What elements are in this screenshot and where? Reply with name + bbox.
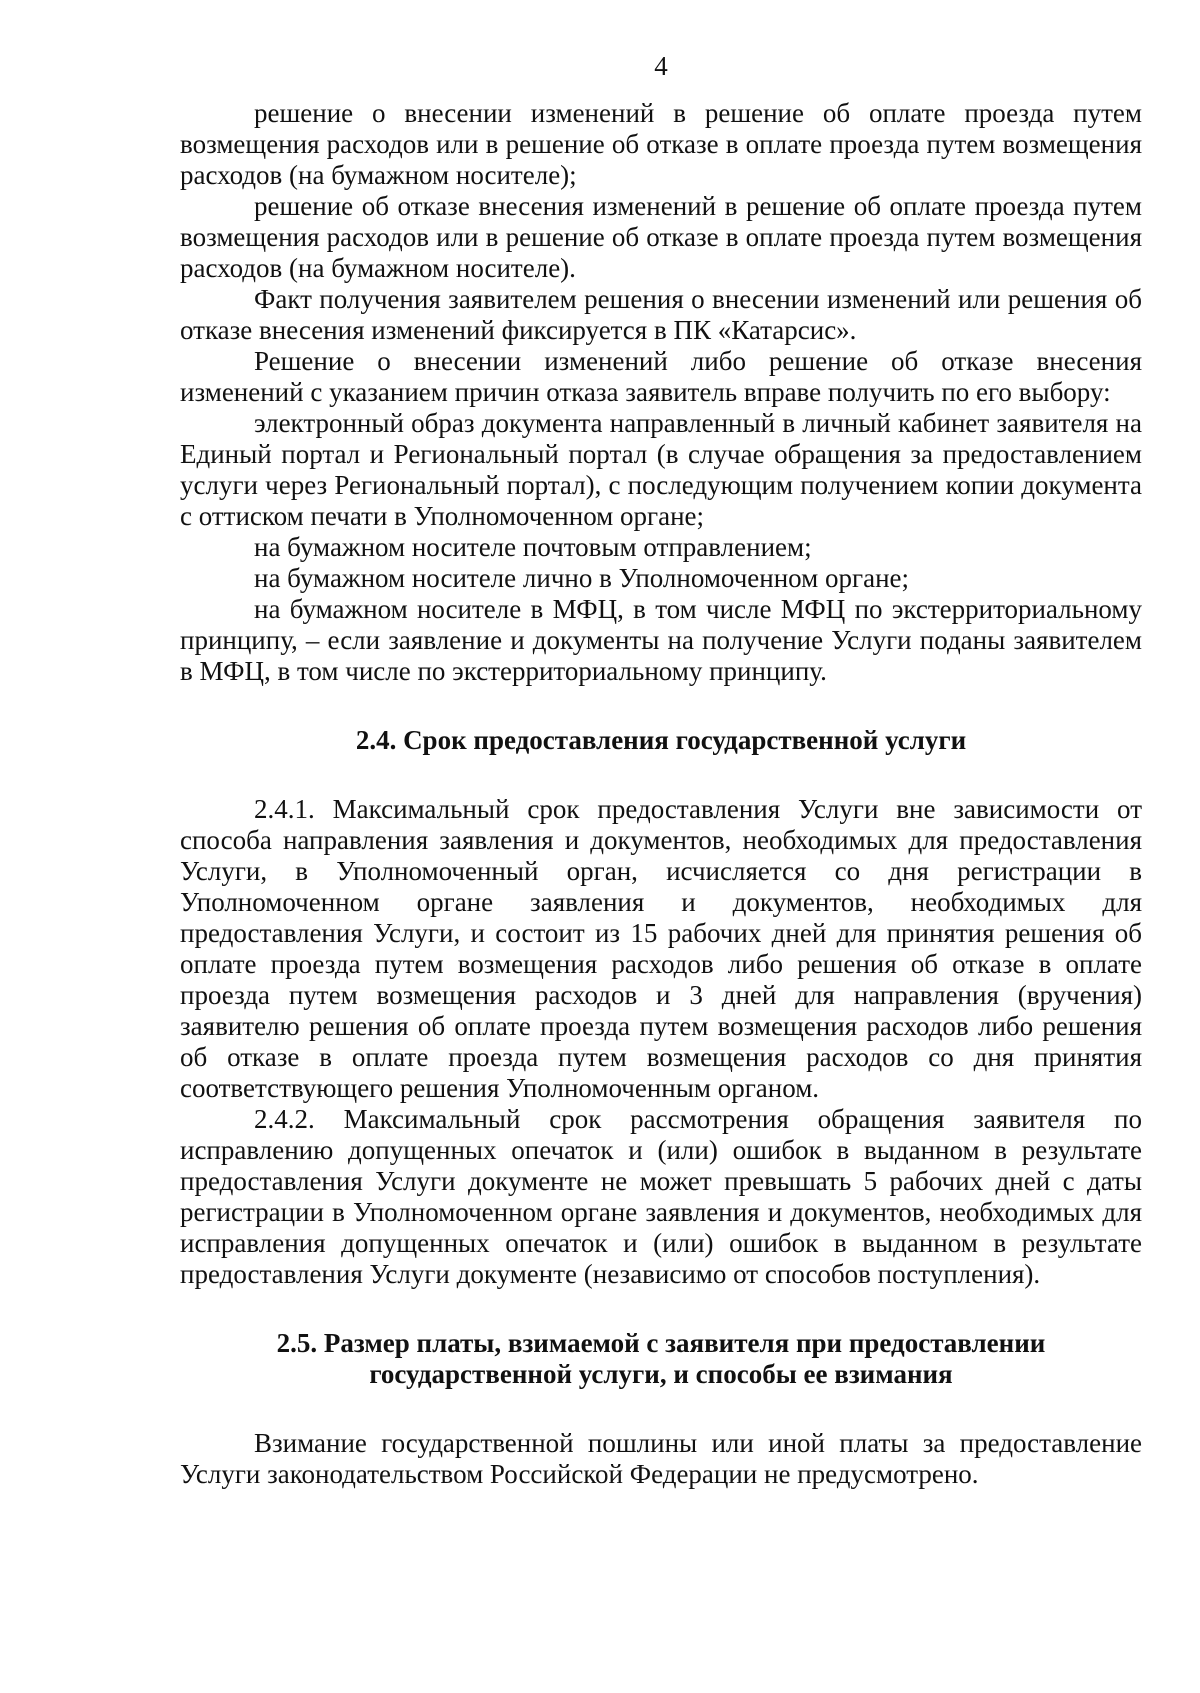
paragraph: на бумажном носителе в МФЦ, в том числе МФЦ по экстерриториальному принципу, – если заявление и документы на получение Услуги поданы заявителем в МФЦ, в том числе по экстерриториальному принципу.	[180, 594, 1142, 686]
section-heading-2-5-line2: государственной услуги, и способы ее взимания	[369, 1359, 953, 1389]
paragraph: на бумажном носителе лично в Уполномоченном органе;	[254, 563, 910, 593]
section-heading-2-5-line1: 2.5. Размер платы, взимаемой с заявителя при предоставлении	[276, 1328, 1046, 1358]
page-number: 4	[654, 51, 668, 81]
paragraph-2-4-2: 2.4.2. Максимальный срок рассмотрения обращения заявителя по исправлению допущенных опечаток и (или) ошибок в выданном в результате предоставления Услуги документе не может превышать 5 рабочих дней с даты регистрации в Уполномоченном органе заявления и документов, необходимых для исправления допущенных опечаток и (или) ошибок в выданном в результате предоставления Услуги документе (независимо от способов поступления).	[180, 1104, 1142, 1289]
section-heading-2-4: 2.4. Срок предоставления государственной услуги	[355, 725, 967, 755]
paragraph-2-5: Взимание государственной пошлины или иной платы за предоставление Услуги законодательством Российской Федерации не предусмотрено.	[180, 1428, 1142, 1489]
section-heading-2-5	[180, 1328, 1142, 1390]
paragraph: решение об отказе внесения изменений в решение об оплате проезда путем возмещения расходов или в решение об отказе в оплате проезда путем возмещения расходов (на бумажном носителе).	[180, 191, 1142, 283]
paragraph-2-4-1: 2.4.1. Максимальный срок предоставления Услуги вне зависимости от способа направления заявления и документов, необходимых для предоставления Услуги, в Уполномоченный орган, исчисляется со дня регистрации в Уполномоченном органе заявления и документов, необходимых для предоставления Услуги, и состоит из 15 рабочих дней для принятия решения об оплате проезда путем возмещения расходов либо решения об отказе в оплате проезда путем возмещения расходов и 3 дней для направления (вручения) заявителю решения об оплате проезда путем возмещения расходов либо решения об отказе в оплате проезда путем возмещения расходов со дня принятия соответствующего решения Уполномоченным органом.	[180, 794, 1142, 1103]
paragraph: электронный образ документа направленный в личный кабинет заявителя на Единый портал и Региональный портал (в случае обращения за предоставлением услуги через Региональный портал), с последующим получением копии документа с оттиском печати в Уполномоченном органе;	[180, 408, 1142, 531]
paragraph: решение о внесении изменений в решение об оплате проезда путем возмещения расходов или в решение об отказе в оплате проезда путем возмещения расходов (на бумажном носителе);	[180, 98, 1142, 190]
paragraph: Решение о внесении изменений либо решение об отказе внесения изменений с указанием причин отказа заявитель вправе получить по его выбору:	[180, 346, 1142, 407]
document-page	[180, 40, 1142, 1490]
paragraph: на бумажном носителе почтовым отправлением;	[254, 532, 812, 562]
paragraph: Факт получения заявителем решения о внесении изменений или решения об отказе внесения изменений фиксируется в ПК «Катарсис».	[180, 284, 1142, 345]
